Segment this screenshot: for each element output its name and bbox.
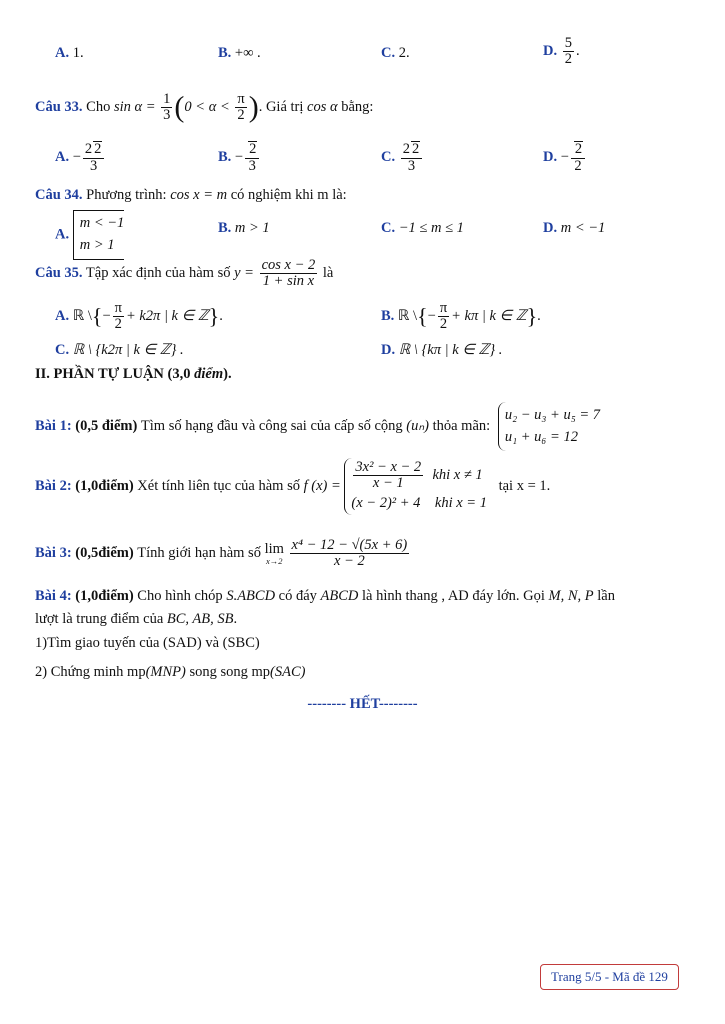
question-label: Câu 33. [35,99,83,116]
end-marker: -------- HẾT-------- [307,696,418,712]
q35-option-b: B. ℝ \{− $\frac{\pi}{2}$ + kπ | k ∈ ℤ}. [381,300,541,333]
q33-option-a: A. − $\frac{2 2}{3}$ [55,141,106,174]
q32-option-a [55,45,84,62]
q33-option-b: B. − $\frac{2}{3}$ [218,141,261,174]
q32-option-b [218,45,261,62]
math-expression: sin α = [113,99,156,116]
q35-option-d: D. ℝ \ {kπ | k ∈ ℤ} . [381,342,503,358]
option-label: D. [543,43,558,60]
bai-4-line-2: lượt là trung điểm của BC, AB, SB. [35,611,238,627]
option-label: C. [381,45,396,61]
q34-option-c: C. −1 ≤ m ≤ 1 [381,220,464,236]
question-35: Câu 35. Tập xác định của hàm số y = $\frac{\text{cos x − 2}}{\text{1 + sin x}}$ là [35,257,334,290]
bai-2: Bài 2: (1,0điểm) Xét tính liên tục của hàm số f (x) = $\frac{\text{3x² − x − 2}}{x - 1}$ khi x ≠ 1 (x − 2)² + 4 khi x = 1 tại x = 1. [35,458,550,515]
question-label: Câu 35. [35,265,83,282]
question-label: Câu 34. [35,187,83,203]
option-label: A. [55,45,70,61]
q35-option-a: A. ℝ \{− $\frac{\pi}{2}$ + k2π | k ∈ ℤ}. [55,300,223,333]
bai-3: Bài 3: (0,5điểm) Tính giới hạn hàm số lim x→2 $\frac{\text{x⁴ − 12 − √(5x + 6)}}{x - 2}$ [35,537,408,570]
q32-option-d: D. $\frac{5}{2}$ . [543,35,580,68]
section-title: II. PHẦN TỰ LUẬN (3,0 điểm). [35,366,232,382]
fraction: $\frac{1}{3}$ [163,91,171,124]
option-text: 2. [398,45,410,61]
fraction: $\frac{5}{2}$ [564,35,572,68]
q35-option-c: C. ℝ \ {k2π | k ∈ ℤ} . [55,342,184,358]
fraction: $\frac{\pi}{2}$ [237,91,245,124]
bai-4: Bài 4: (1,0điểm) Cho hình chóp S.ABCD có đáy ABCD là hình thang , AD đáy lớn. Gọi M, N, P lần [35,588,615,604]
bai-4-item-1: 1)Tìm giao tuyến của (SAD) và (SBC) [35,635,260,651]
q33-option-d: D. − $\frac{2}{2}$ [543,141,587,174]
bai-4-item-2: 2) Chứng minh mp(MNP) song song mp(SAC) [35,664,306,680]
q34-option-b: B. m > 1 [218,220,270,236]
q33-option-c: C. $\frac{2 2}{3}$ [381,141,424,174]
option-text: 1. [72,45,84,61]
page-footer: Trang 5/5 - Mã đề 129 [540,964,679,990]
q34-option-d: D. m < −1 [543,220,606,236]
question-34: Câu 34. Phương trình: cos x = m có nghiệm khi m là: [35,187,347,203]
option-label: B. [218,45,232,61]
option-text: +∞ . [234,45,261,61]
bai-1: Bài 1: (0,5 điểm) Tìm số hạng đầu và công sai của cấp số cộng (uₙ) thỏa mãn: u₂ − u₃ + u₅ = 7 u₁ + u₆ = 12 [35,402,600,451]
q32-option-c [381,45,410,62]
q34-option-a: A. m < −1 m > 1 [55,210,124,260]
question-33: Câu 33. Cho sin α = $\frac{1}{3}$ (0 < α < $\frac{\pi}{2}$ ). Giá trị cos α bằng: [35,90,374,124]
question-text: Cho [86,99,111,116]
